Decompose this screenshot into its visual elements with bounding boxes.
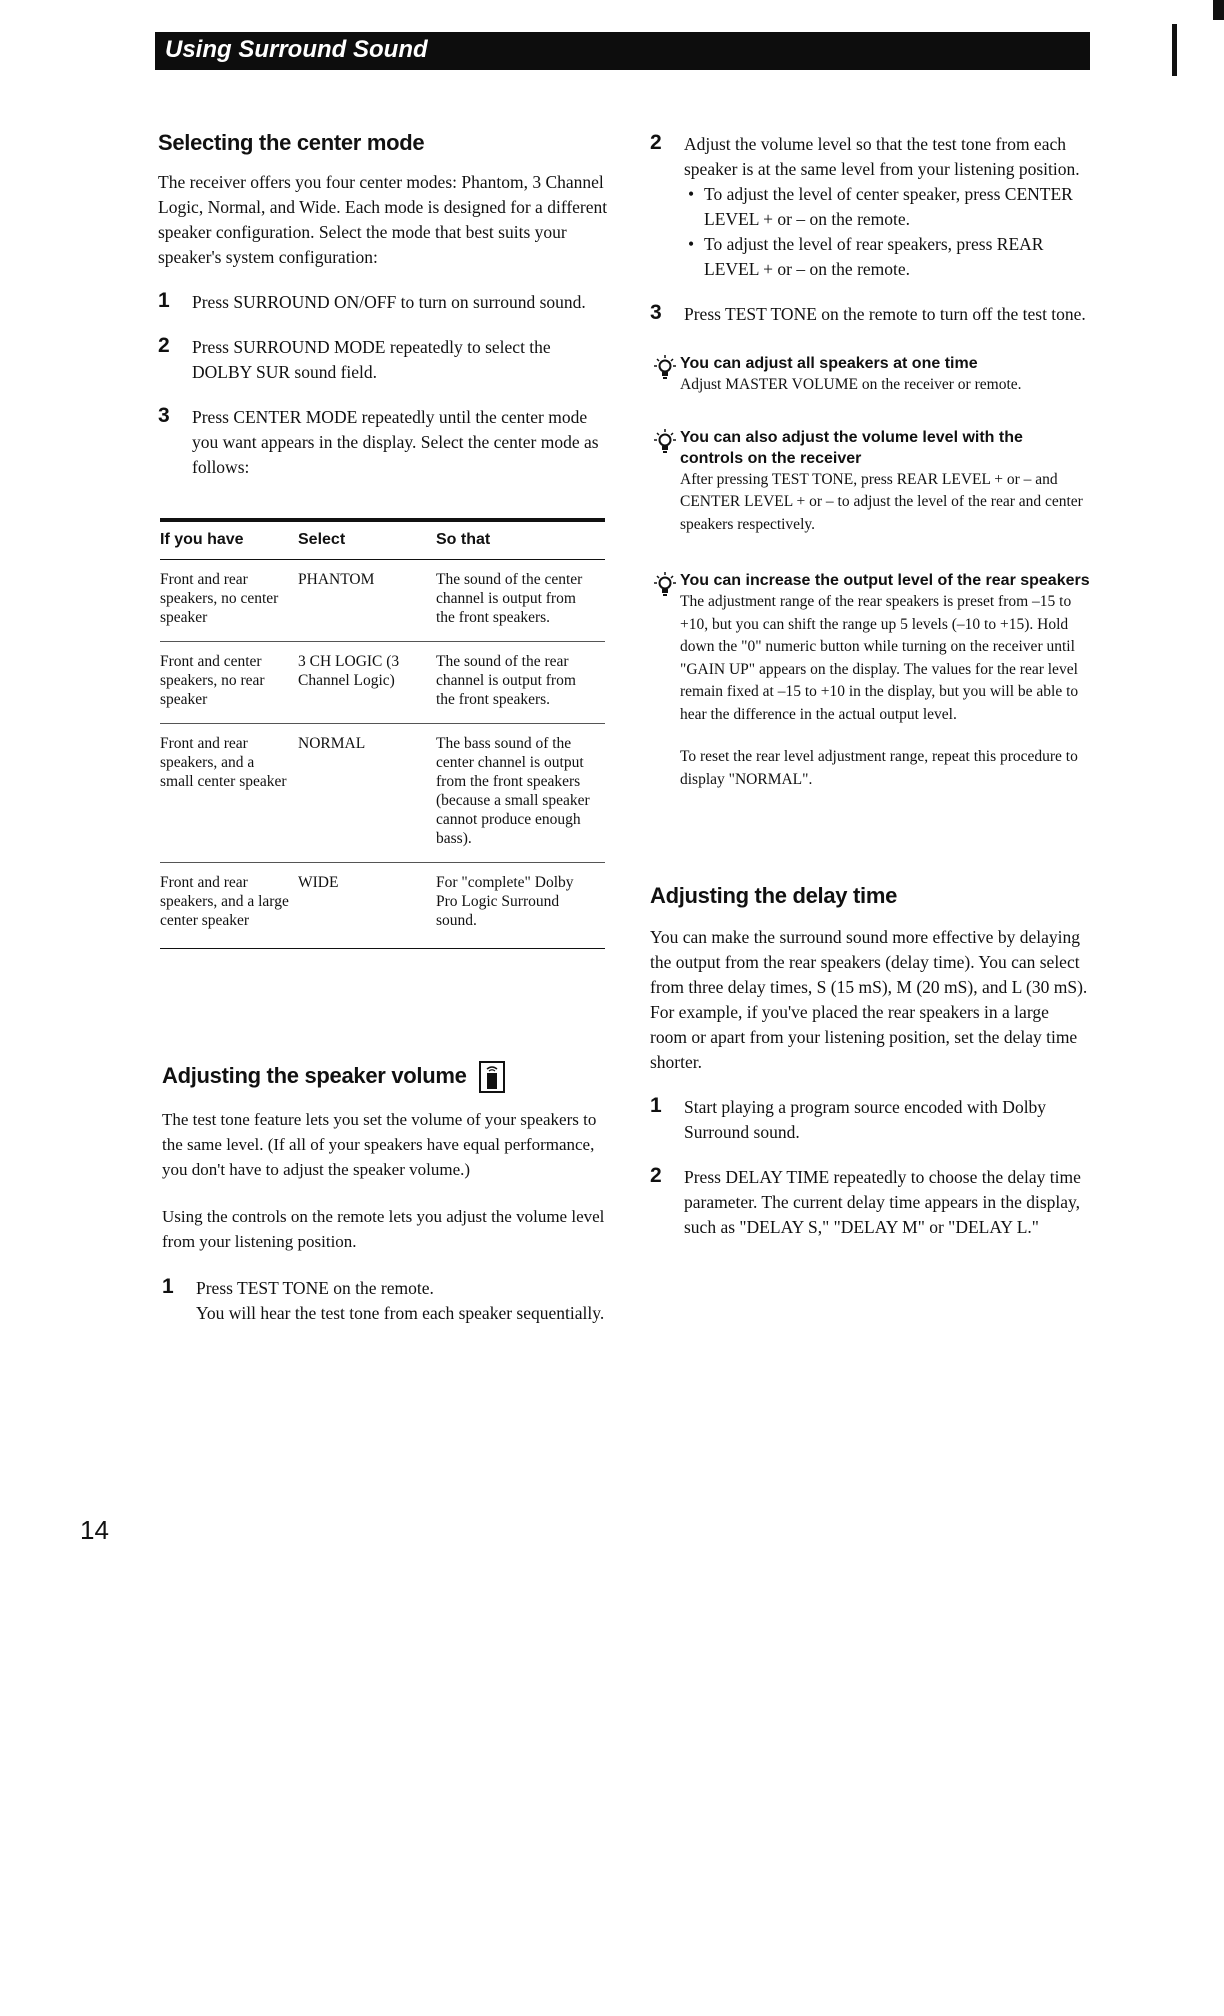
speaker-volume-step-3 xyxy=(650,302,1090,327)
right-column xyxy=(650,130,1090,1240)
step-number: 1 xyxy=(158,289,170,312)
speaker-volume-heading-text: Adjusting the speaker volume xyxy=(162,1062,467,1088)
column-header: If you have xyxy=(160,520,298,560)
table-cell: Front and rear speakers, and a small center speaker xyxy=(160,724,298,863)
table-cell: The sound of the rear channel is output from the front speakers. xyxy=(436,642,605,724)
corner-mark xyxy=(1213,0,1224,20)
step-number: 2 xyxy=(650,131,662,154)
delay-time-step-1 xyxy=(650,1095,1090,1145)
delay-time-section xyxy=(650,883,1090,1240)
step-number: 2 xyxy=(650,1164,662,1187)
tip-receiver-controls xyxy=(650,427,1090,537)
column-header: Select xyxy=(298,520,436,560)
step-subtext: You will hear the test tone from each speaker sequentially. xyxy=(196,1303,605,1323)
table-header-row xyxy=(160,520,605,560)
step-text: Start playing a program source encoded with Dolby Surround sound. xyxy=(684,1097,1047,1142)
step-bullet: • To adjust the level of rear speakers, press REAR LEVEL + or – on the remote. xyxy=(684,232,1090,282)
step-number: 3 xyxy=(650,301,662,324)
lightbulb-icon xyxy=(652,353,678,383)
speaker-volume-para-2: Using the controls on the remote lets you adjust the volume level from your listening position. xyxy=(162,1207,605,1251)
step-number: 3 xyxy=(158,404,170,427)
speaker-volume-step-2 xyxy=(650,132,1090,282)
speaker-volume-step-1 xyxy=(162,1276,608,1326)
step-number: 1 xyxy=(650,1094,662,1117)
speaker-volume-para-1: The test tone feature lets you set the volume of your speakers to the same level. (If all of your speakers have equal performance, you don't have to adjust the speaker volume.) xyxy=(162,1110,597,1179)
tip-title: You can increase the output level of the rear speakers xyxy=(680,572,1090,589)
table-cell: The bass sound of the center channel is output from the front speakers (because a small speaker cannot produce enough bass). xyxy=(436,724,605,863)
table-cell: PHANTOM xyxy=(298,560,436,642)
step-bullet-list xyxy=(684,182,1090,282)
speaker-volume-heading xyxy=(162,1061,608,1093)
tip-adjust-all xyxy=(650,353,1090,397)
step-text: Press CENTER MODE repeatedly until the center mode you want appears in the display. Select the center mode as follows: xyxy=(192,407,599,477)
tip-rear-output xyxy=(650,570,1090,791)
center-mode-table xyxy=(160,518,605,949)
center-mode-heading: Selecting the center mode xyxy=(158,130,425,155)
table-row xyxy=(160,642,605,724)
header-bar xyxy=(155,32,1090,70)
tip-title: You can also adjust the volume level with the controls on the receiver xyxy=(680,428,1023,467)
page-number: 14 xyxy=(80,1515,109,1545)
column-header: So that xyxy=(436,520,605,560)
tip-body: After pressing TEST TONE, press REAR LEVEL + or – and CENTER LEVEL + or – to adjust the level of the rear and center speakers respectively. xyxy=(680,470,1083,533)
tip-title: You can adjust all speakers at one time xyxy=(680,355,978,372)
delay-time-heading: Adjusting the delay time xyxy=(650,883,898,908)
left-column xyxy=(158,130,608,1326)
delay-time-intro: You can make the surround sound more effective by delaying the output from the rear speakers (delay time). You can select from three delay times, S (15 mS), M (20 mS), and L (30 mS). For example, if you've placed the rear speakers in a large room or apart from your listening position, set the delay time shorter. xyxy=(650,927,1088,1072)
remote-icon xyxy=(479,1061,505,1093)
table-cell: WIDE xyxy=(298,863,436,949)
table-row xyxy=(160,863,605,949)
speaker-volume-section xyxy=(162,1061,608,1326)
table-row xyxy=(160,724,605,863)
table-cell: Front and rear speakers, and a large center speaker xyxy=(160,863,298,949)
step-text: Press TEST TONE on the remote to turn off the test tone. xyxy=(684,304,1086,324)
table-cell: Front and rear speakers, no center speaker xyxy=(160,560,298,642)
table-cell: For "complete" Dolby Pro Logic Surround sound. xyxy=(436,863,605,949)
center-mode-step-1 xyxy=(158,290,608,315)
step-text: Adjust the volume level so that the test tone from each speaker is at the same level from your listening position. xyxy=(684,134,1080,179)
edge-mark xyxy=(1172,24,1177,76)
step-text: Press SURROUND ON/OFF to turn on surround sound. xyxy=(192,292,586,312)
page-section-title: Using Surround Sound xyxy=(165,36,428,63)
delay-time-step-2 xyxy=(650,1165,1090,1240)
tip-body: The adjustment range of the rear speakers is preset from –15 to +10, but you can shift the range up 5 levels (–10 to +15). Hold down the "0" numeric button while turning on the receiver until "GAIN UP" appears on the display. The values for the rear level remain fixed at –15 to +10 in the display, but you will be able to hear the difference in the actual output level. xyxy=(680,593,1079,723)
tip-body: Adjust MASTER VOLUME on the receiver or remote. xyxy=(680,376,1022,393)
table-cell: 3 CH LOGIC (3 Channel Logic) xyxy=(298,642,436,724)
table-cell: The sound of the center channel is output from the front speakers. xyxy=(436,560,605,642)
table-row xyxy=(160,560,605,642)
step-text: Press SURROUND MODE repeatedly to select the DOLBY SUR sound field. xyxy=(192,337,551,382)
tip-body-2: To reset the rear level adjustment range, repeat this procedure to display "NORMAL". xyxy=(680,748,1078,788)
center-mode-step-2 xyxy=(158,335,608,385)
step-number: 1 xyxy=(162,1275,174,1298)
table-cell: NORMAL xyxy=(298,724,436,863)
center-mode-step-3 xyxy=(158,405,608,480)
lightbulb-icon xyxy=(652,570,678,600)
center-mode-intro: The receiver offers you four center modes: Phantom, 3 Channel Logic, Normal, and Wide. Each mode is designed for a different speaker configuration. Select the mode that best suits your speaker's system configuration: xyxy=(158,172,608,267)
table-cell: Front and center speakers, no rear speaker xyxy=(160,642,298,724)
step-text: Press DELAY TIME repeatedly to choose the delay time parameter. The current delay time appears in the display, such as "DELAY S," "DELAY M" or "DELAY L." xyxy=(684,1167,1081,1237)
step-bullet: • To adjust the level of center speaker, press CENTER LEVEL + or – on the remote. xyxy=(684,182,1090,232)
lightbulb-icon xyxy=(652,427,678,457)
step-number: 2 xyxy=(158,334,170,357)
step-text: Press TEST TONE on the remote. xyxy=(196,1278,434,1298)
